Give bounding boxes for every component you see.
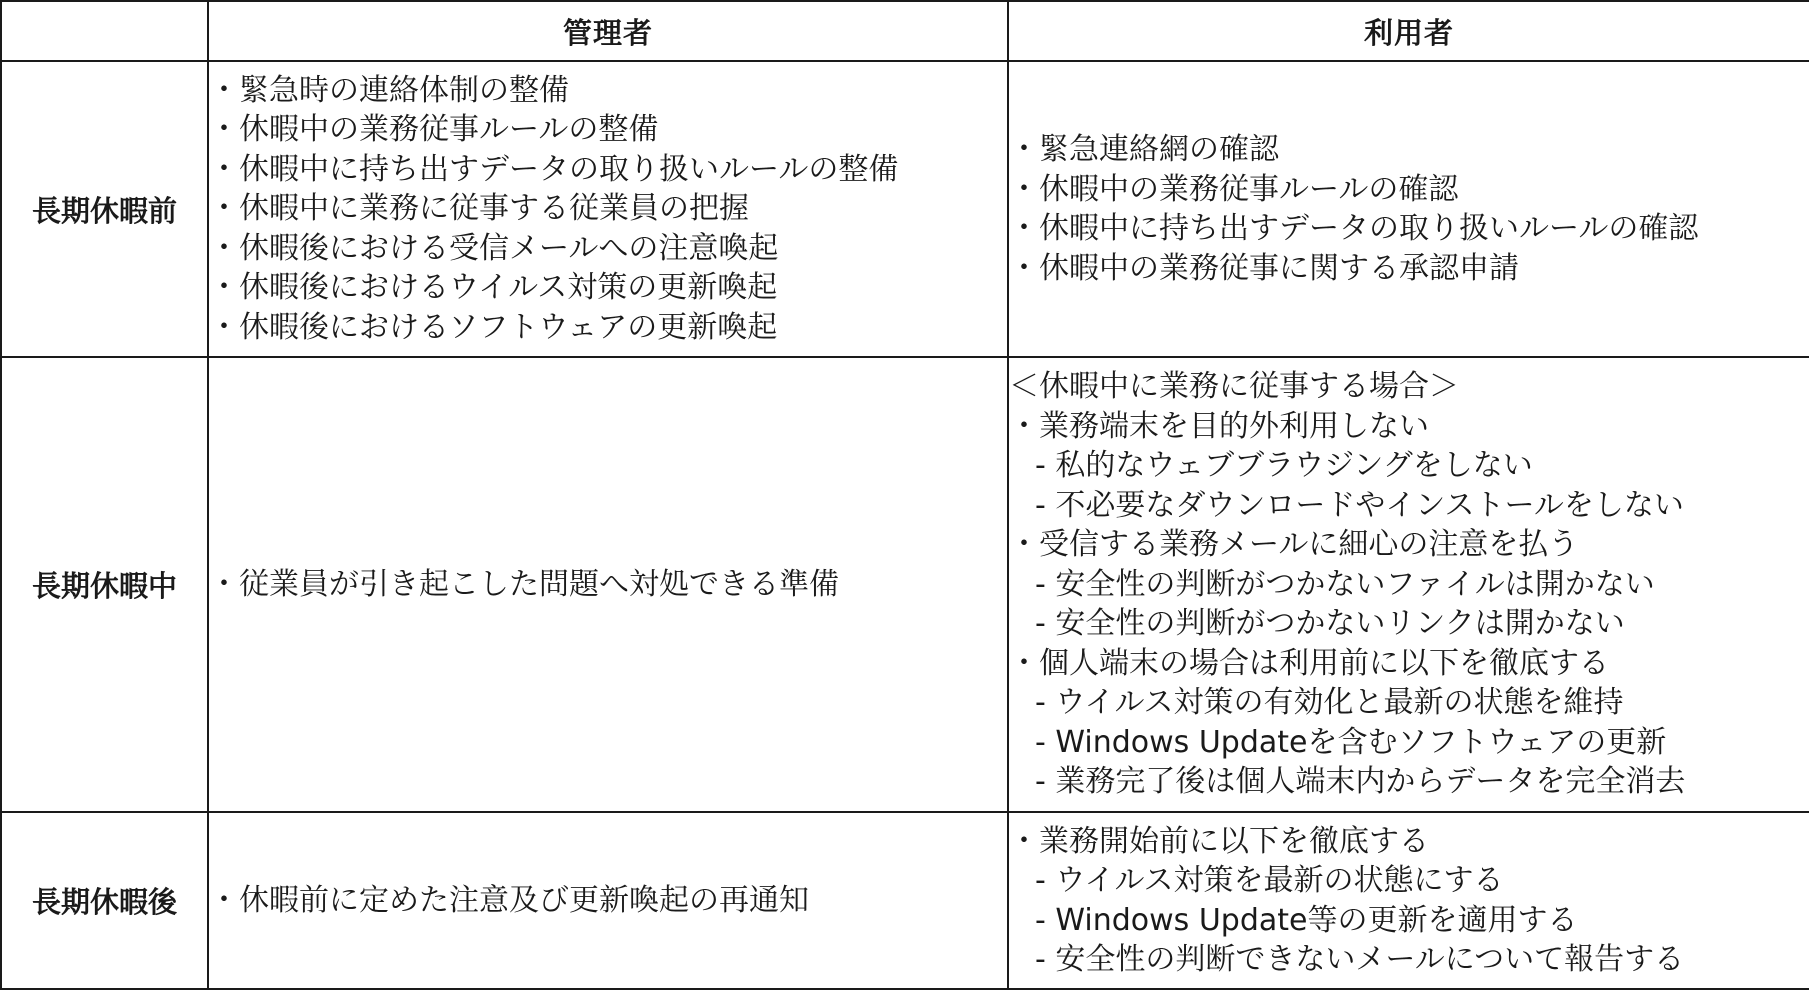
bullet-glyph: ・ bbox=[1009, 171, 1039, 207]
phase-label-after: 長期休暇後 bbox=[1, 812, 208, 989]
row-during-vacation bbox=[1, 357, 1809, 812]
list-item: ・休暇中の業務従事ルールの確認 bbox=[1009, 170, 1809, 210]
bullet-glyph: ・ bbox=[209, 72, 239, 108]
list-item: ・個人端末の場合は利用前に以下を徹底する bbox=[1009, 644, 1809, 684]
list-item: ・休暇後におけるソフトウェアの更新喚起 bbox=[209, 308, 1007, 348]
bullet-glyph: ・ bbox=[209, 230, 239, 266]
user-cell-during bbox=[1008, 357, 1809, 812]
bullet-glyph: ・ bbox=[209, 270, 239, 306]
bullet-glyph: ・ bbox=[1009, 527, 1039, 563]
bullet-glyph: ・ bbox=[209, 112, 239, 148]
header-admin-cell: 管理者 bbox=[208, 1, 1008, 61]
phase-label-during: 長期休暇中 bbox=[1, 357, 208, 812]
bullet-glyph: ・ bbox=[209, 566, 239, 602]
bullet-glyph: ・ bbox=[209, 309, 239, 345]
list-item: ・休暇中の業務従事に関する承認申請 bbox=[1009, 249, 1809, 289]
sub-item: - Windows Update等の更新を適用する bbox=[1035, 902, 1578, 938]
list-item: ・業務開始前に以下を徹底する bbox=[1009, 822, 1809, 862]
bullet-glyph: ・ bbox=[1009, 250, 1039, 286]
row-before-vacation bbox=[1, 61, 1809, 357]
user-cell-after bbox=[1008, 812, 1809, 989]
list-item: ・従業員が引き起こした問題へ対処できる準備 bbox=[209, 565, 1007, 605]
sub-item: - 安全性の判断がつかないリンクは開かない bbox=[1035, 606, 1625, 642]
bullet-glyph: ・ bbox=[1009, 823, 1039, 859]
list-item: ・休暇中に持ち出すデータの取り扱いルールの整備 bbox=[209, 150, 1007, 190]
header-user-cell: 利用者 bbox=[1008, 1, 1809, 61]
bullet-glyph: ・ bbox=[1009, 408, 1039, 444]
phase-label-before: 長期休暇前 bbox=[1, 61, 208, 357]
list-item: ・休暇後におけるウイルス対策の更新喚起 bbox=[209, 268, 1007, 308]
header-phase-cell bbox=[1, 1, 208, 61]
section-heading: ＜休暇中に業務に従事する場合＞ bbox=[1009, 369, 1459, 405]
sub-item: - 私的なウェブブラウジングをしない bbox=[1035, 448, 1533, 484]
bullet-glyph: ・ bbox=[209, 151, 239, 187]
sub-item: - Windows Updateを含むソフトウェアの更新 bbox=[1035, 724, 1667, 760]
bullet-glyph: ・ bbox=[209, 882, 239, 918]
bullet-glyph: ・ bbox=[1009, 211, 1039, 246]
admin-cell-before bbox=[208, 61, 1008, 357]
admin-cell-during bbox=[208, 357, 1008, 812]
sub-item: - 安全性の判断がつかないファイルは開かない bbox=[1035, 566, 1655, 602]
list-item: ・受信する業務メールに細心の注意を払う bbox=[1009, 525, 1809, 565]
user-cell-before bbox=[1008, 61, 1809, 357]
list-item: ・休暇後における受信メールへの注意喚起 bbox=[209, 229, 1007, 269]
list-item: ・休暇中に持ち出すデータの取り扱いルールの確認 bbox=[1009, 209, 1809, 249]
sub-item: - 業務完了後は個人端末内からデータを完全消去 bbox=[1035, 764, 1686, 800]
bullet-glyph: ・ bbox=[209, 191, 239, 227]
bullet-glyph: ・ bbox=[1009, 645, 1039, 681]
sub-item: - ウイルス対策を最新の状態にする bbox=[1035, 863, 1504, 898]
header-row bbox=[1, 1, 1809, 61]
sub-item: - 安全性の判断できないメールについて報告する bbox=[1035, 942, 1685, 977]
list-item: ・緊急連絡網の確認 bbox=[1009, 130, 1809, 170]
sub-item: - ウイルス対策の有効化と最新の状態を維持 bbox=[1035, 685, 1624, 721]
list-item: ・業務端末を目的外利用しない bbox=[1009, 407, 1809, 447]
list-item: ・休暇中に業務に従事する従業員の把握 bbox=[209, 189, 1007, 229]
list-item: ・休暇中の業務従事ルールの整備 bbox=[209, 110, 1007, 150]
sub-item: - 不必要なダウンロードやインストールをしない bbox=[1035, 487, 1684, 523]
list-item: ・休暇前に定めた注意及び更新喚起の再通知 bbox=[209, 881, 1007, 921]
bullet-glyph: ・ bbox=[1009, 132, 1039, 167]
admin-cell-after bbox=[208, 812, 1008, 989]
list-item: ・緊急時の連絡体制の整備 bbox=[209, 71, 1007, 111]
row-after-vacation bbox=[1, 812, 1809, 989]
